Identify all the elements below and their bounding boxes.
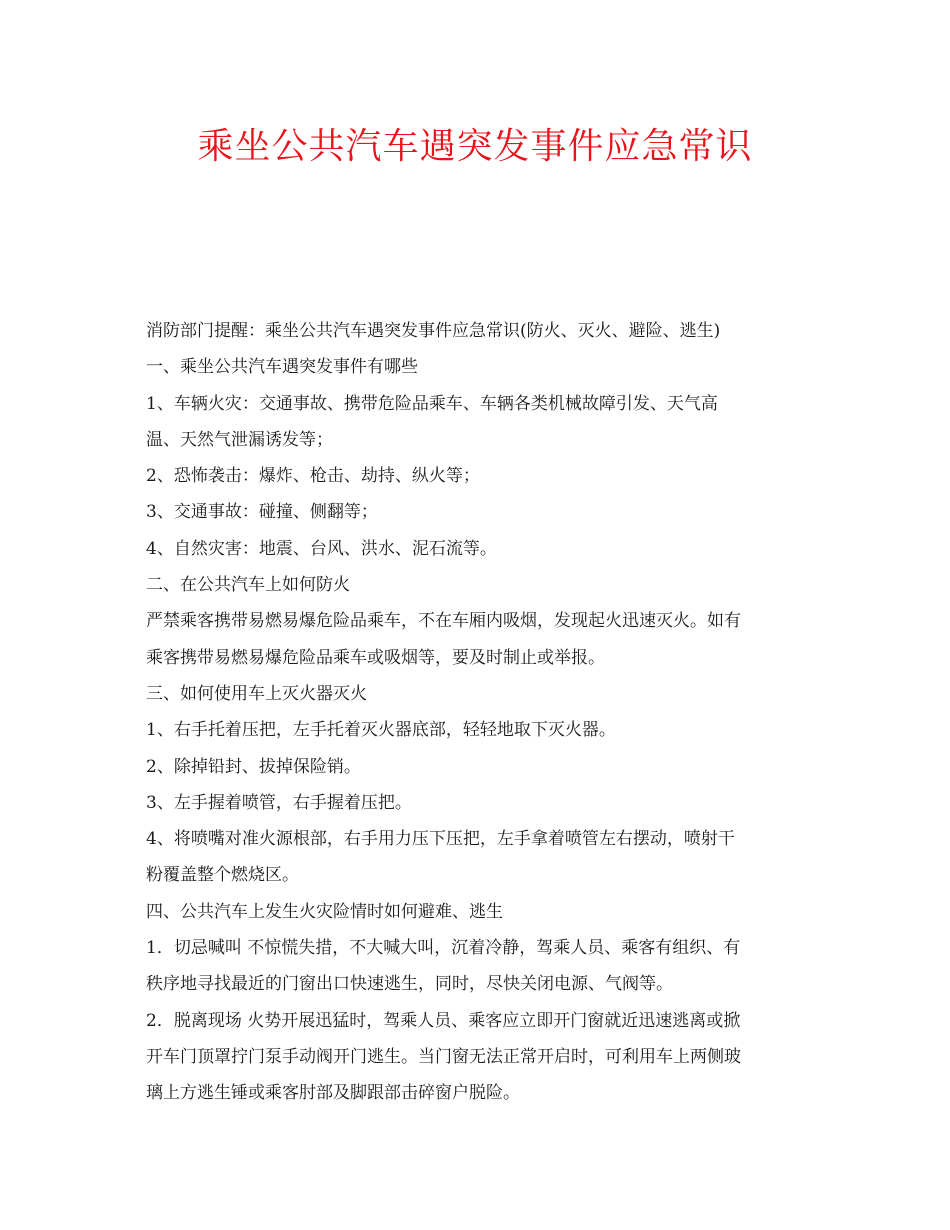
page-title: 乘坐公共汽车遇突发事件应急常识 xyxy=(197,126,753,167)
paragraph-line: 温、天然气泄漏诱发等； xyxy=(146,429,333,450)
document-body xyxy=(146,313,814,1112)
paragraph-line: 4、将喷嘴对准火源根部，右手用力压下压把，左手拿着喷管左右摆动，喷射干 xyxy=(146,829,735,850)
paragraph-line: 1．切忌喊叫 不惊慌失措，不大喊大叫，沉着冷静，驾乘人员、乘客有组织、有 xyxy=(146,938,741,959)
paragraph-line: 1、右手托着压把，左手托着灭火器底部，轻轻地取下灭火器。 xyxy=(146,720,616,741)
section-heading: 二、在公共汽车上如何防火 xyxy=(146,575,350,596)
paragraph-line: 3、左手握着喷管，右手握着压把。 xyxy=(146,792,412,813)
section-heading: 一、乘坐公共汽车遇突发事件有哪些 xyxy=(146,357,418,378)
paragraph-line: 2．脱离现场 火势开展迅猛时，驾乘人员、乘客应立即开门窗就近迅速逃离或掀 xyxy=(146,1010,741,1031)
paragraph-line: 1、车辆火灾：交通事故、携带危险品乘车、车辆各类机械故障引发、天气高 xyxy=(146,393,718,414)
paragraph-line: 4、自然灾害：地震、台风、洪水、泥石流等。 xyxy=(146,538,497,559)
paragraph-line: 开车门顶罩拧门泵手动阀开门逃生。当门窗无法正常开启时，可利用车上两侧玻 xyxy=(146,1046,741,1067)
section-heading: 四、公共汽车上发生火灾险情时如何避难、逃生 xyxy=(146,901,503,922)
paragraph-line: 严禁乘客携带易燃易爆危险品乘车，不在车厢内吸烟，发现起火迅速灭火。如有 xyxy=(146,611,741,632)
paragraph-line: 乘客携带易燃易爆危险品乘车或吸烟等，要及时制止或举报。 xyxy=(146,647,605,668)
paragraph-line: 秩序地寻找最近的门窗出口快速逃生，同时，尽快关闭电源、气阀等。 xyxy=(146,974,673,995)
paragraph-line: 粉覆盖整个燃烧区。 xyxy=(146,865,299,886)
paragraph-line: 2、恐怖袭击：爆炸、枪击、劫持、纵火等； xyxy=(146,466,480,487)
paragraph-line: 3、交通事故：碰撞、侧翻等； xyxy=(146,502,378,523)
paragraph-line: 消防部门提醒：乘坐公共汽车遇突发事件应急常识(防火、灭火、避险、逃生) xyxy=(146,321,721,341)
section-heading: 三、如何使用车上灭火器灭火 xyxy=(146,683,367,704)
paragraph-line: 2、除掉铅封、拔掉保险销。 xyxy=(146,756,361,777)
paragraph-line: 璃上方逃生锤或乘客肘部及脚跟部击碎窗户脱险。 xyxy=(146,1083,520,1104)
